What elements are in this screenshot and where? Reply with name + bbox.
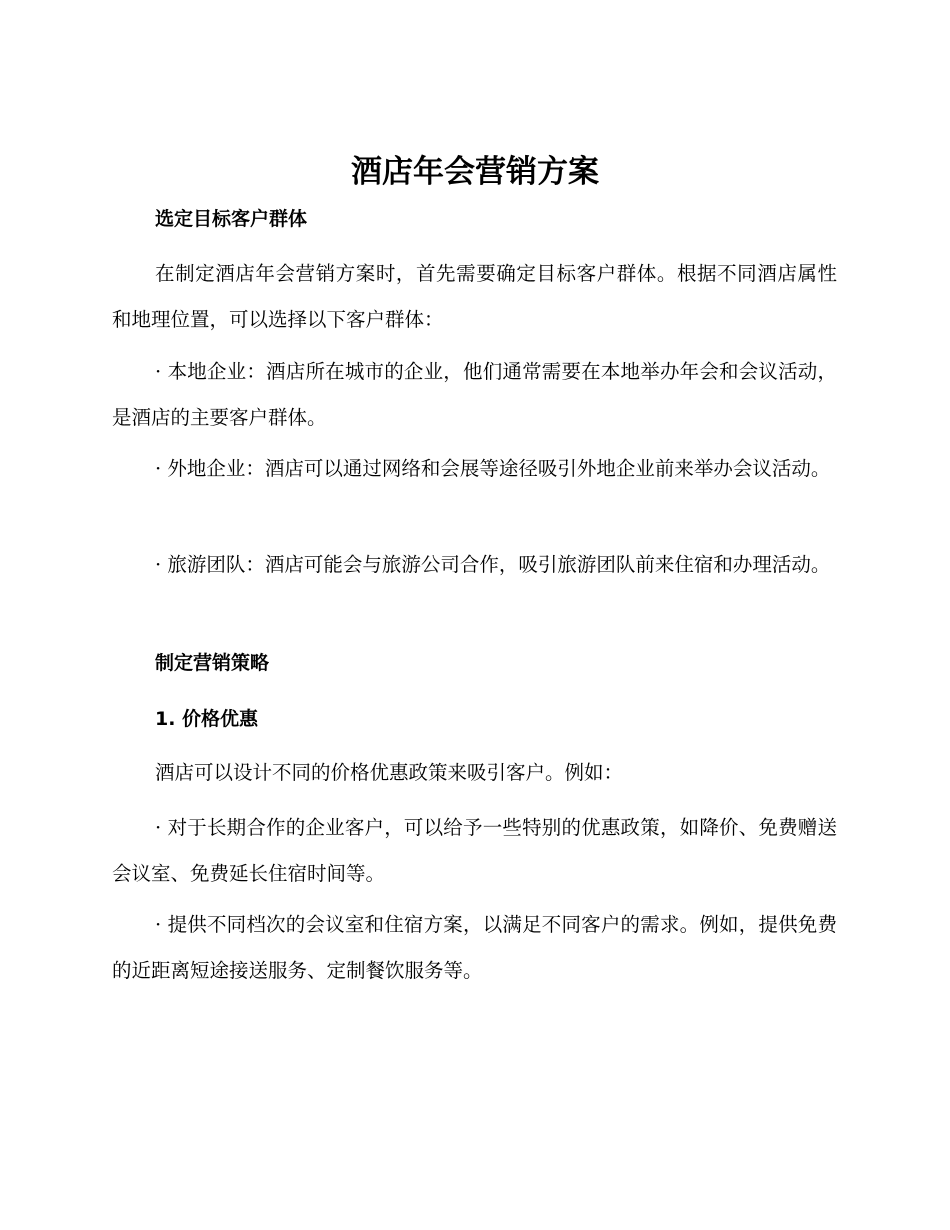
section-heading-target-customers: 选定目标客户群体 [155,208,308,230]
bullet-long-term-partners: · 对于长期合作的企业客户，可以给予一些特别的优惠政策，如降价、免费赠送会议室、免费延长住宿时间等。 [112,816,837,885]
section-heading-marketing-strategy: 制定营销策略 [155,652,270,674]
bullet-local-enterprises: · 本地企业：酒店所在城市的企业，他们通常需要在本地举办年会和会议活动，是酒店的主要客户群体。 [112,360,837,429]
subheading-price-discount: 1. 价格优惠 [155,708,259,730]
bullet-out-of-town-enterprises: · 外地企业：酒店可以通过网络和会展等途径吸引外地企业前来举办会议活动。 [155,457,831,480]
paragraph-intro: 在制定酒店年会营销方案时，首先需要确定目标客户群体。根据不同酒店属性和地理位置，可以选择以下客户群体： [112,262,837,331]
bullet-tour-groups: · 旅游团队：酒店可能会与旅游公司合作，吸引旅游团队前来住宿和办理活动。 [155,553,831,576]
paragraph-price-intro: 酒店可以设计不同的价格优惠政策来吸引客户。例如： [155,761,624,784]
bullet-meeting-room-options: · 提供不同档次的会议室和住宿方案，以满足不同客户的需求。例如，提供免费的近距离短途接送服务、定制餐饮服务等。 [112,913,837,982]
document-title: 酒店年会营销方案 [351,154,599,190]
